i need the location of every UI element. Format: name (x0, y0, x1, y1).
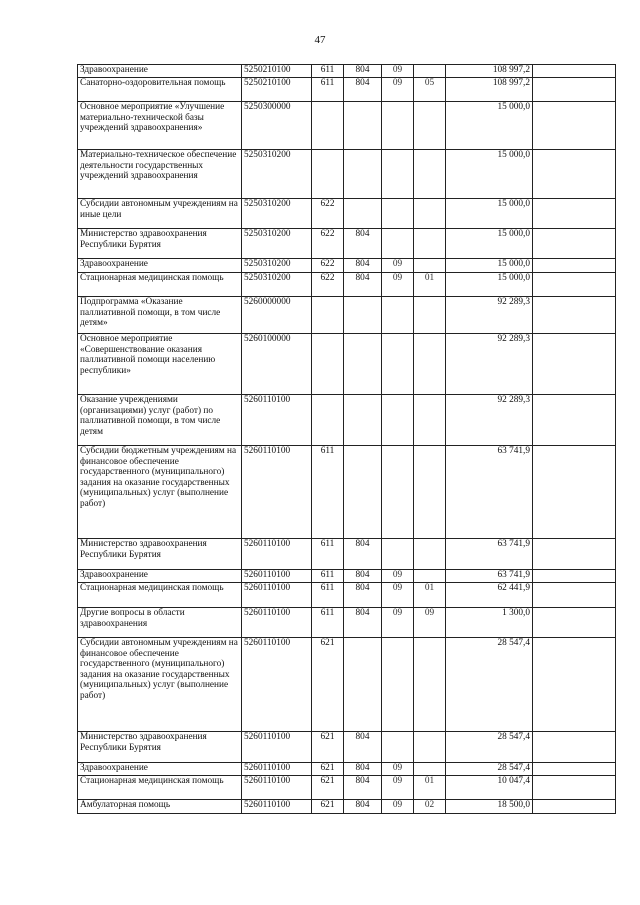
row-expense-type (312, 395, 344, 446)
row-name: Министерство здравоохранения Республики Бурятия (78, 229, 242, 259)
row-subsection: 01 (414, 776, 446, 800)
row-name: Материально-техническое обеспечение деятельности государственных учреждений здравоохранения (78, 150, 242, 199)
row-name: Основное мероприятие «Улучшение материально-технической базы учреждений здравоохранения» (78, 102, 242, 150)
row-subsection (414, 446, 446, 539)
row-name: Субсидии автономным учреждениям на иные цели (78, 199, 242, 229)
table-row (78, 259, 616, 273)
row-name: Амбулаторная помощь (78, 800, 242, 814)
row-name: Здравоохранение (78, 259, 242, 273)
row-code: 5260110100 (242, 608, 312, 638)
row-name: Здравоохранение (78, 570, 242, 583)
row-administrator (344, 395, 382, 446)
row-empty-cell (533, 150, 616, 199)
row-empty-cell (533, 446, 616, 539)
table-row (78, 776, 616, 800)
row-code: 5250310200 (242, 199, 312, 229)
row-empty-cell (533, 273, 616, 297)
row-expense-type: 622 (312, 273, 344, 297)
row-name: Субсидии автономным учреждениям на финансовое обеспечение государственного (муниципального) задания на оказание государственных (муниципальных) услуг (выполнение работ) (78, 638, 242, 732)
row-amount: 108 997,2 (446, 78, 533, 102)
row-subsection (414, 259, 446, 273)
row-section (382, 732, 414, 763)
row-empty-cell (533, 570, 616, 583)
row-section (382, 395, 414, 446)
row-code: 5250310200 (242, 273, 312, 297)
row-section: 09 (382, 608, 414, 638)
table-row (78, 65, 616, 78)
row-name: Подпрограмма «Оказание паллиативной помощи, в том числе детям» (78, 297, 242, 334)
table-row (78, 229, 616, 259)
page-number: 47 (314, 34, 326, 46)
row-administrator (344, 150, 382, 199)
row-amount: 108 997,2 (446, 65, 533, 78)
row-name: Стационарная медицинская помощь (78, 776, 242, 800)
row-administrator: 804 (344, 800, 382, 814)
table-row (78, 446, 616, 539)
row-subsection: 02 (414, 800, 446, 814)
table-row (78, 732, 616, 763)
table-row (78, 570, 616, 583)
row-amount: 63 741,9 (446, 570, 533, 583)
row-expense-type (312, 102, 344, 150)
row-expense-type: 622 (312, 199, 344, 229)
row-administrator: 804 (344, 259, 382, 273)
row-administrator (344, 199, 382, 229)
table-row (78, 539, 616, 570)
row-section (382, 446, 414, 539)
row-section: 09 (382, 273, 414, 297)
row-expense-type: 621 (312, 638, 344, 732)
row-section: 09 (382, 259, 414, 273)
row-empty-cell (533, 78, 616, 102)
row-section (382, 297, 414, 334)
row-amount: 15 000,0 (446, 199, 533, 229)
table-row (78, 199, 616, 229)
row-expense-type (312, 297, 344, 334)
row-amount: 15 000,0 (446, 150, 533, 199)
row-amount: 92 289,3 (446, 297, 533, 334)
row-expense-type: 621 (312, 800, 344, 814)
row-code: 5260110100 (242, 776, 312, 800)
row-name: Министерство здравоохранения Республики Бурятия (78, 539, 242, 570)
row-name: Здравоохранение (78, 65, 242, 78)
row-code: 5250310200 (242, 259, 312, 273)
row-code: 5260110100 (242, 800, 312, 814)
row-administrator: 804 (344, 65, 382, 78)
row-section: 09 (382, 65, 414, 78)
row-expense-type: 622 (312, 229, 344, 259)
table-row (78, 800, 616, 814)
row-expense-type: 611 (312, 65, 344, 78)
row-section: 09 (382, 570, 414, 583)
row-administrator: 804 (344, 273, 382, 297)
row-amount: 63 741,9 (446, 539, 533, 570)
row-expense-type: 611 (312, 78, 344, 102)
row-amount: 92 289,3 (446, 395, 533, 446)
row-amount: 18 500,0 (446, 800, 533, 814)
row-empty-cell (533, 297, 616, 334)
row-empty-cell (533, 229, 616, 259)
row-name: Стационарная медицинская помощь (78, 273, 242, 297)
row-amount: 62 441,9 (446, 583, 533, 608)
row-expense-type: 611 (312, 608, 344, 638)
row-amount: 15 000,0 (446, 259, 533, 273)
row-name: Другие вопросы в области здравоохранения (78, 608, 242, 638)
row-administrator (344, 102, 382, 150)
row-administrator (344, 638, 382, 732)
row-empty-cell (533, 800, 616, 814)
table-row (78, 395, 616, 446)
row-section (382, 150, 414, 199)
row-section (382, 638, 414, 732)
row-code: 5260100000 (242, 334, 312, 395)
row-subsection (414, 732, 446, 763)
row-subsection (414, 229, 446, 259)
row-section: 09 (382, 776, 414, 800)
row-code: 5250210100 (242, 78, 312, 102)
row-expense-type (312, 150, 344, 199)
row-code: 5260110100 (242, 583, 312, 608)
row-name: Субсидии бюджетным учреждениям на финансовое обеспечение государственного (муниципального) задания на оказание государственных (муниципальных) услуг (выполнение работ) (78, 446, 242, 539)
row-empty-cell (533, 539, 616, 570)
row-amount: 28 547,4 (446, 638, 533, 732)
row-expense-type (312, 334, 344, 395)
row-expense-type: 622 (312, 259, 344, 273)
row-name: Здравоохранение (78, 763, 242, 776)
row-subsection (414, 570, 446, 583)
row-section: 09 (382, 583, 414, 608)
row-section (382, 102, 414, 150)
row-amount: 28 547,4 (446, 732, 533, 763)
row-code: 5260110100 (242, 732, 312, 763)
row-subsection (414, 395, 446, 446)
row-administrator: 804 (344, 229, 382, 259)
row-code: 5250310200 (242, 150, 312, 199)
row-empty-cell (533, 638, 616, 732)
row-section (382, 539, 414, 570)
row-name: Основное мероприятие «Совершенствование оказания паллиативной помощи населению республики» (78, 334, 242, 395)
row-administrator (344, 334, 382, 395)
row-subsection: 05 (414, 78, 446, 102)
table-row (78, 273, 616, 297)
row-subsection (414, 539, 446, 570)
row-administrator: 804 (344, 608, 382, 638)
row-empty-cell (533, 583, 616, 608)
budget-table (77, 64, 616, 814)
row-amount: 28 547,4 (446, 763, 533, 776)
row-subsection: 01 (414, 273, 446, 297)
row-subsection (414, 297, 446, 334)
row-empty-cell (533, 102, 616, 150)
row-administrator (344, 446, 382, 539)
row-administrator: 804 (344, 539, 382, 570)
row-code: 5250310200 (242, 229, 312, 259)
row-name: Санаторно-оздоровительная помощь (78, 78, 242, 102)
row-subsection (414, 763, 446, 776)
table-row (78, 297, 616, 334)
row-subsection (414, 102, 446, 150)
row-administrator: 804 (344, 732, 382, 763)
row-amount: 15 000,0 (446, 273, 533, 297)
row-amount: 15 000,0 (446, 229, 533, 259)
table-row (78, 608, 616, 638)
table-row (78, 78, 616, 102)
row-expense-type: 611 (312, 446, 344, 539)
row-empty-cell (533, 395, 616, 446)
row-amount: 92 289,3 (446, 334, 533, 395)
row-section (382, 199, 414, 229)
row-section (382, 334, 414, 395)
row-expense-type: 621 (312, 732, 344, 763)
row-code: 5250210100 (242, 65, 312, 78)
row-subsection (414, 65, 446, 78)
row-empty-cell (533, 732, 616, 763)
row-administrator: 804 (344, 78, 382, 102)
table-row (78, 334, 616, 395)
row-administrator: 804 (344, 570, 382, 583)
row-subsection: 09 (414, 608, 446, 638)
table-row (78, 638, 616, 732)
row-section: 09 (382, 78, 414, 102)
row-code: 5260110100 (242, 570, 312, 583)
row-expense-type: 611 (312, 570, 344, 583)
table-row (78, 102, 616, 150)
row-amount: 63 741,9 (446, 446, 533, 539)
row-name: Министерство здравоохранения Республики Бурятия (78, 732, 242, 763)
row-code: 5250300000 (242, 102, 312, 150)
row-amount: 15 000,0 (446, 102, 533, 150)
table-row (78, 583, 616, 608)
row-subsection: 01 (414, 583, 446, 608)
row-name: Стационарная медицинская помощь (78, 583, 242, 608)
row-code: 5260110100 (242, 539, 312, 570)
row-subsection (414, 638, 446, 732)
row-subsection (414, 199, 446, 229)
row-code: 5260110100 (242, 446, 312, 539)
table-row (78, 150, 616, 199)
row-empty-cell (533, 65, 616, 78)
row-code: 5260110100 (242, 395, 312, 446)
row-administrator (344, 297, 382, 334)
row-administrator: 804 (344, 776, 382, 800)
row-empty-cell (533, 763, 616, 776)
row-expense-type: 611 (312, 583, 344, 608)
row-code: 5260110100 (242, 763, 312, 776)
table-row (78, 763, 616, 776)
row-name: Оказание учреждениями (организациями) услуг (работ) по паллиативной помощи, в том числе детям (78, 395, 242, 446)
row-section (382, 229, 414, 259)
row-expense-type: 621 (312, 763, 344, 776)
row-amount: 10 047,4 (446, 776, 533, 800)
row-administrator: 804 (344, 763, 382, 776)
row-section: 09 (382, 800, 414, 814)
row-empty-cell (533, 259, 616, 273)
row-empty-cell (533, 199, 616, 229)
row-expense-type: 611 (312, 539, 344, 570)
row-empty-cell (533, 608, 616, 638)
row-subsection (414, 334, 446, 395)
row-empty-cell (533, 334, 616, 395)
row-code: 5260000000 (242, 297, 312, 334)
row-expense-type: 621 (312, 776, 344, 800)
row-empty-cell (533, 776, 616, 800)
row-administrator: 804 (344, 583, 382, 608)
row-section: 09 (382, 763, 414, 776)
row-subsection (414, 150, 446, 199)
row-amount: 1 300,0 (446, 608, 533, 638)
row-code: 5260110100 (242, 638, 312, 732)
